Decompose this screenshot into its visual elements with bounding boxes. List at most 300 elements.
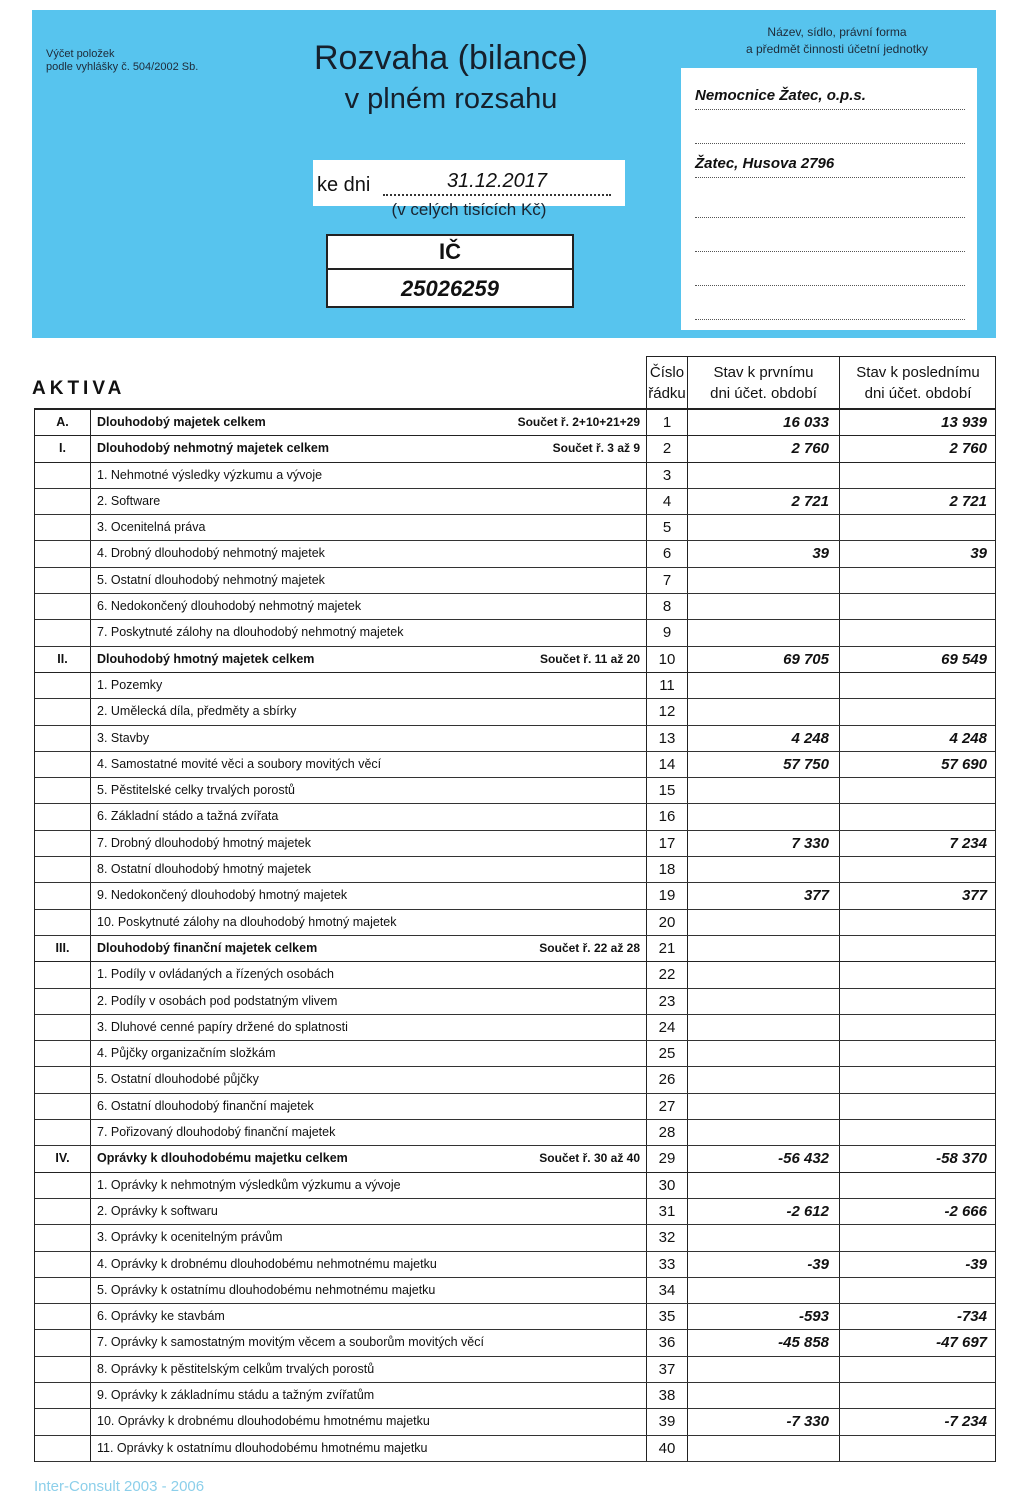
row-code <box>35 831 91 856</box>
table-row <box>35 804 995 830</box>
value-first-day <box>688 1120 840 1145</box>
value-last-day <box>840 463 995 488</box>
value-last-day: -7 234 <box>944 1413 987 1431</box>
row-label-text: 1. Nehmotné výsledky výzkumu a vývoje <box>97 467 323 482</box>
value-first-day <box>688 936 840 961</box>
table-row <box>35 1225 995 1251</box>
row-code <box>35 1252 91 1277</box>
table-row-total <box>35 410 995 436</box>
value-first-day <box>688 1357 840 1382</box>
ic-box <box>326 234 574 308</box>
table-row <box>35 515 995 541</box>
table-row <box>35 1067 995 1093</box>
row-code <box>35 1120 91 1145</box>
column-header-first-day: Stav k prvnímu dni účet. období <box>688 357 840 409</box>
value-first-day <box>688 778 840 803</box>
row-number: 5 <box>647 515 688 540</box>
value-last-day: -58 370 <box>936 1150 987 1168</box>
row-number: 20 <box>647 910 688 935</box>
row-number: 37 <box>647 1357 688 1382</box>
value-first-day <box>688 673 840 698</box>
row-number: 34 <box>647 1278 688 1303</box>
value-first-day <box>688 857 840 882</box>
row-label <box>91 1278 647 1303</box>
row-label-text: 5. Oprávky k ostatnímu dlouhodobému nehmotnému majetku <box>97 1282 436 1297</box>
row-label <box>91 463 647 488</box>
table-row <box>35 1357 995 1383</box>
row-label <box>91 410 647 435</box>
row-code <box>35 594 91 619</box>
row-number: 16 <box>647 804 688 829</box>
value-first-day <box>688 1041 840 1066</box>
table-row <box>35 910 995 936</box>
row-number: 10 <box>647 647 688 672</box>
row-label-text: 1. Oprávky k nehmotným výsledkům výzkumu a vývoje <box>97 1177 401 1192</box>
row-label-text: 6. Základní stádo a tažná zvířata <box>97 809 279 824</box>
row-number: 13 <box>647 726 688 751</box>
row-code <box>35 673 91 698</box>
row-number: 40 <box>647 1436 688 1461</box>
row-code <box>35 620 91 645</box>
row-code <box>35 1436 91 1461</box>
row-label-text: 6. Ostatní dlouhodobý finanční majetek <box>97 1098 314 1113</box>
row-label-text: 6. Nedokončený dlouhodobý nehmotný majetek <box>97 599 362 614</box>
table-row-total <box>35 1146 995 1172</box>
row-label <box>91 778 647 803</box>
row-formula: Součet ř. 3 až 9 <box>552 441 640 456</box>
value-first-day <box>688 515 840 540</box>
row-label-text: 4. Oprávky k drobnému dlouhodobému nehmotnému majetku <box>97 1256 437 1271</box>
row-label <box>91 831 647 856</box>
value-first-day <box>688 962 840 987</box>
row-label-text: 1. Podíly v ovládaných a řízených osobách <box>97 967 334 982</box>
value-first-day: -2 612 <box>688 1199 840 1224</box>
column-header-last-day: Stav k poslednímu dni účet. období <box>856 364 980 402</box>
row-number: 15 <box>647 778 688 803</box>
row-code <box>35 1383 91 1408</box>
table-row-total <box>35 936 995 962</box>
row-code <box>35 1199 91 1224</box>
row-label <box>91 489 647 514</box>
row-label-text: Dlouhodobý finanční majetek celkem <box>97 940 318 955</box>
row-label-text: 3. Stavby <box>97 730 150 745</box>
value-first-day <box>688 1094 840 1119</box>
row-label <box>91 936 647 961</box>
row-label <box>91 699 647 724</box>
row-number: 9 <box>647 620 688 645</box>
row-label <box>91 647 647 672</box>
row-label-text: 5. Pěstitelské celky trvalých porostů <box>97 783 295 798</box>
row-code <box>35 515 91 540</box>
table-row <box>35 1120 995 1146</box>
table-row <box>35 1383 995 1409</box>
row-label-text: 8. Oprávky k pěstitelským celkům trvalých porostů <box>97 1361 375 1376</box>
value-last-day <box>840 1173 995 1198</box>
table-row <box>35 989 995 1015</box>
column-header-row-number: Číslo řádku <box>647 357 688 409</box>
row-label <box>91 1120 647 1145</box>
row-number: 39 <box>647 1409 688 1434</box>
row-number: 12 <box>647 699 688 724</box>
row-code <box>35 857 91 882</box>
units-note: (v celých tisících Kč) <box>391 200 547 219</box>
row-code <box>35 1278 91 1303</box>
value-last-day <box>840 699 995 724</box>
row-number: 6 <box>647 541 688 566</box>
row-code <box>35 962 91 987</box>
value-first-day: 2 721 <box>688 489 840 514</box>
row-label <box>91 673 647 698</box>
row-label <box>91 1252 647 1277</box>
value-first-day <box>688 1383 840 1408</box>
value-first-day <box>688 1067 840 1092</box>
row-label-text: 7. Oprávky k samostatným movitým věcem a souborům movitých věcí <box>97 1335 484 1350</box>
table-row <box>35 1199 995 1225</box>
row-label-text: Oprávky k dlouhodobému majetku celkem <box>97 1151 348 1166</box>
value-last-day <box>840 778 995 803</box>
row-code <box>35 1173 91 1198</box>
value-last-day: -47 697 <box>936 1334 987 1352</box>
row-label <box>91 804 647 829</box>
row-label-text: 11. Oprávky k ostatnímu dlouhodobému hmotnému majetku <box>97 1440 428 1455</box>
row-number: 14 <box>647 752 688 777</box>
table-row <box>35 1015 995 1041</box>
org-blank-line <box>695 226 965 252</box>
value-last-day: -39 <box>965 1255 987 1273</box>
row-label <box>91 1357 647 1382</box>
value-first-day <box>688 1278 840 1303</box>
org-blank-line <box>695 192 965 218</box>
row-label <box>91 594 647 619</box>
table-row <box>35 1330 995 1356</box>
row-label-text: 3. Ocenitelná práva <box>97 520 206 535</box>
value-last-day: 69 549 <box>941 650 987 668</box>
balance-table <box>34 408 996 1462</box>
row-number: 4 <box>647 489 688 514</box>
value-first-day: 57 750 <box>688 752 840 777</box>
row-label <box>91 1199 647 1224</box>
row-label <box>91 1173 647 1198</box>
row-label <box>91 726 647 751</box>
row-code <box>35 1357 91 1382</box>
row-code <box>35 883 91 908</box>
row-label-text: 4. Drobný dlouhodobý nehmotný majetek <box>97 546 325 561</box>
date-value: 31.12.2017 <box>383 166 611 196</box>
row-number: 3 <box>647 463 688 488</box>
value-first-day: 7 330 <box>688 831 840 856</box>
value-first-day <box>688 463 840 488</box>
value-last-day: -2 666 <box>944 1202 987 1220</box>
row-code <box>35 568 91 593</box>
row-label <box>91 515 647 540</box>
table-row <box>35 1436 995 1462</box>
form-title: Rozvaha (bilance) <box>313 39 589 77</box>
table-column-headers <box>646 356 996 408</box>
row-label <box>91 1436 647 1461</box>
row-label-text: 7. Poskytnuté zálohy na dlouhodobý nehmotný majetek <box>97 625 404 640</box>
value-last-day: 377 <box>961 887 987 905</box>
row-label-text: 9. Oprávky k základnímu stádu a tažným zvířatům <box>97 1387 375 1402</box>
table-row <box>35 1252 995 1278</box>
value-last-day <box>840 515 995 540</box>
row-code: III. <box>35 936 91 961</box>
row-code: A. <box>35 410 91 435</box>
row-code <box>35 804 91 829</box>
value-first-day <box>688 1225 840 1250</box>
row-code <box>35 463 91 488</box>
row-label <box>91 1330 647 1355</box>
value-first-day: 69 705 <box>688 647 840 672</box>
row-label-text: Dlouhodobý nehmotný majetek celkem <box>97 441 329 456</box>
row-number: 35 <box>647 1304 688 1329</box>
value-first-day: 4 248 <box>688 726 840 751</box>
row-code: II. <box>35 647 91 672</box>
row-number: 26 <box>647 1067 688 1092</box>
org-address: Žatec, Husova 2796 <box>695 152 965 178</box>
ic-value: 25026259 <box>401 276 499 301</box>
table-row <box>35 568 995 594</box>
row-code <box>35 752 91 777</box>
value-first-day <box>688 804 840 829</box>
row-number: 22 <box>647 962 688 987</box>
org-box <box>681 68 977 330</box>
value-last-day: 57 690 <box>941 755 987 773</box>
value-last-day: 4 248 <box>949 729 987 747</box>
value-first-day <box>688 910 840 935</box>
org-blank-line <box>695 118 965 144</box>
row-label <box>91 1015 647 1040</box>
table-row <box>35 699 995 725</box>
table-row <box>35 489 995 515</box>
value-first-day <box>688 1436 840 1461</box>
value-first-day: 16 033 <box>688 410 840 435</box>
org-name: Nemocnice Žatec, o.p.s. <box>695 84 965 110</box>
value-last-day <box>840 1357 995 1382</box>
row-label-text: 2. Umělecká díla, předměty a sbírky <box>97 704 297 719</box>
value-last-day <box>840 594 995 619</box>
value-last-day <box>840 1436 995 1461</box>
row-code <box>35 489 91 514</box>
value-last-day <box>840 804 995 829</box>
value-last-day <box>840 673 995 698</box>
row-label <box>91 1304 647 1329</box>
row-label-text: 6. Oprávky ke stavbám <box>97 1309 225 1324</box>
table-row <box>35 1041 995 1067</box>
row-number: 31 <box>647 1199 688 1224</box>
row-number: 18 <box>647 857 688 882</box>
row-code <box>35 1409 91 1434</box>
row-label-text: 8. Ostatní dlouhodobý hmotný majetek <box>97 862 312 877</box>
value-last-day <box>840 1278 995 1303</box>
value-last-day: 39 <box>970 545 987 563</box>
row-label <box>91 883 647 908</box>
form-subtitle: v plném rozsahu <box>344 83 558 115</box>
table-row <box>35 620 995 646</box>
table-row <box>35 1173 995 1199</box>
ic-label: IČ <box>328 236 572 270</box>
value-first-day: -56 432 <box>688 1146 840 1171</box>
row-code <box>35 726 91 751</box>
row-label <box>91 962 647 987</box>
row-code: I. <box>35 436 91 461</box>
value-first-day <box>688 989 840 1014</box>
row-label <box>91 620 647 645</box>
row-formula: Součet ř. 11 až 20 <box>539 651 640 666</box>
row-label <box>91 1094 647 1119</box>
row-number: 2 <box>647 436 688 461</box>
row-label-text: 10. Oprávky k drobnému dlouhodobému hmotnému majetku <box>97 1414 430 1429</box>
row-code <box>35 778 91 803</box>
row-label <box>91 1225 647 1250</box>
row-label-text: 9. Nedokončený dlouhodobý hmotný majetek <box>97 888 348 903</box>
value-first-day <box>688 594 840 619</box>
date-label: ke dni <box>317 174 371 196</box>
row-label-text: 2. Oprávky k softwaru <box>97 1203 218 1218</box>
row-number: 28 <box>647 1120 688 1145</box>
row-label <box>91 989 647 1014</box>
value-last-day <box>840 989 995 1014</box>
table-row <box>35 752 995 778</box>
row-code <box>35 1304 91 1329</box>
row-number: 23 <box>647 989 688 1014</box>
value-first-day: -45 858 <box>688 1330 840 1355</box>
value-first-day: 377 <box>688 883 840 908</box>
value-last-day <box>840 1120 995 1145</box>
table-row <box>35 778 995 804</box>
row-label <box>91 910 647 935</box>
row-number: 27 <box>647 1094 688 1119</box>
row-number: 29 <box>647 1146 688 1171</box>
row-label <box>91 752 647 777</box>
row-label <box>91 1041 647 1066</box>
org-caption: Název, sídlo, právní forma a předmět činnosti účetní jednotky <box>745 25 929 56</box>
value-last-day <box>840 1067 995 1092</box>
row-number: 30 <box>647 1173 688 1198</box>
row-formula: Součet ř. 30 až 40 <box>539 1151 640 1166</box>
value-first-day <box>688 1015 840 1040</box>
row-label-text: Dlouhodobý hmotný majetek celkem <box>97 651 315 666</box>
footer-credit: Inter-Consult 2003 - 2006 <box>34 1478 205 1495</box>
row-number: 19 <box>647 883 688 908</box>
row-code <box>35 1041 91 1066</box>
value-last-day <box>840 962 995 987</box>
table-row <box>35 831 995 857</box>
row-code <box>35 699 91 724</box>
row-formula: Součet ř. 2+10+21+29 <box>517 415 640 429</box>
table-row <box>35 857 995 883</box>
value-last-day: 13 939 <box>941 414 987 431</box>
value-last-day <box>840 1094 995 1119</box>
value-last-day <box>840 857 995 882</box>
row-label-text: 5. Ostatní dlouhodobý nehmotný majetek <box>97 572 325 587</box>
table-row <box>35 673 995 699</box>
form-header <box>32 10 996 338</box>
table-row <box>35 1278 995 1304</box>
row-label <box>91 1146 647 1171</box>
table-row <box>35 1409 995 1435</box>
value-last-day: 2 721 <box>949 492 987 510</box>
table-row-total <box>35 436 995 462</box>
row-label-text: 10. Poskytnuté zálohy na dlouhodobý hmotný majetek <box>97 914 397 929</box>
value-last-day <box>840 1383 995 1408</box>
row-code <box>35 1225 91 1250</box>
row-number: 24 <box>647 1015 688 1040</box>
row-label-text: 5. Ostatní dlouhodobé půjčky <box>97 1072 259 1087</box>
row-number: 11 <box>647 673 688 698</box>
value-first-day <box>688 620 840 645</box>
row-label-text: 4. Samostatné movité věci a soubory movitých věcí <box>97 756 382 771</box>
table-row <box>35 962 995 988</box>
value-first-day: 2 760 <box>688 436 840 461</box>
row-label <box>91 1067 647 1092</box>
row-label-text: 2. Software <box>97 493 161 508</box>
value-first-day: -593 <box>688 1304 840 1329</box>
section-title: AKTIVA <box>32 378 126 399</box>
row-label-text: 2. Podíly v osobách pod podstatným vlivem <box>97 993 338 1008</box>
row-number: 7 <box>647 568 688 593</box>
row-code <box>35 1330 91 1355</box>
decree-reference: Výčet položek podle vyhlášky č. 504/2002 Sb. <box>46 48 199 73</box>
row-label-text: 1. Pozemky <box>97 677 163 692</box>
value-last-day: 2 760 <box>949 440 987 458</box>
row-number: 36 <box>647 1330 688 1355</box>
row-label <box>91 1409 647 1434</box>
row-label <box>91 857 647 882</box>
row-code <box>35 1067 91 1092</box>
row-label-text: 7. Drobný dlouhodobý hmotný majetek <box>97 835 312 850</box>
value-last-day: -734 <box>956 1308 987 1326</box>
table-row <box>35 1094 995 1120</box>
table-row <box>35 463 995 489</box>
row-number: 21 <box>647 936 688 961</box>
value-first-day <box>688 1173 840 1198</box>
row-label-text: 4. Půjčky organizačním složkám <box>97 1046 276 1061</box>
row-code <box>35 910 91 935</box>
row-number: 17 <box>647 831 688 856</box>
org-blank-line <box>695 260 965 286</box>
row-formula: Součet ř. 22 až 28 <box>539 940 640 955</box>
row-label <box>91 541 647 566</box>
table-row <box>35 1304 995 1330</box>
row-code <box>35 541 91 566</box>
table-row-total <box>35 647 995 673</box>
row-code <box>35 989 91 1014</box>
row-number: 32 <box>647 1225 688 1250</box>
table-row <box>35 541 995 567</box>
row-label-text: 7. Pořizovaný dlouhodobý finanční majetek <box>97 1125 336 1140</box>
value-last-day <box>840 1041 995 1066</box>
row-label-text: 3. Dluhové cenné papíry držené do splatnosti <box>97 1019 348 1034</box>
row-number: 8 <box>647 594 688 619</box>
row-label <box>91 1383 647 1408</box>
value-first-day: 39 <box>688 541 840 566</box>
row-number: 38 <box>647 1383 688 1408</box>
row-number: 25 <box>647 1041 688 1066</box>
value-last-day <box>840 936 995 961</box>
value-last-day <box>840 910 995 935</box>
row-label-text: Dlouhodobý majetek celkem <box>97 415 266 429</box>
row-code <box>35 1015 91 1040</box>
value-first-day: -39 <box>688 1252 840 1277</box>
row-number: 33 <box>647 1252 688 1277</box>
value-first-day <box>688 568 840 593</box>
row-label <box>91 436 647 461</box>
row-code <box>35 1094 91 1119</box>
value-last-day <box>840 568 995 593</box>
value-last-day <box>840 1225 995 1250</box>
table-row <box>35 726 995 752</box>
row-label-text: 3. Oprávky k ocenitelným právům <box>97 1230 283 1245</box>
